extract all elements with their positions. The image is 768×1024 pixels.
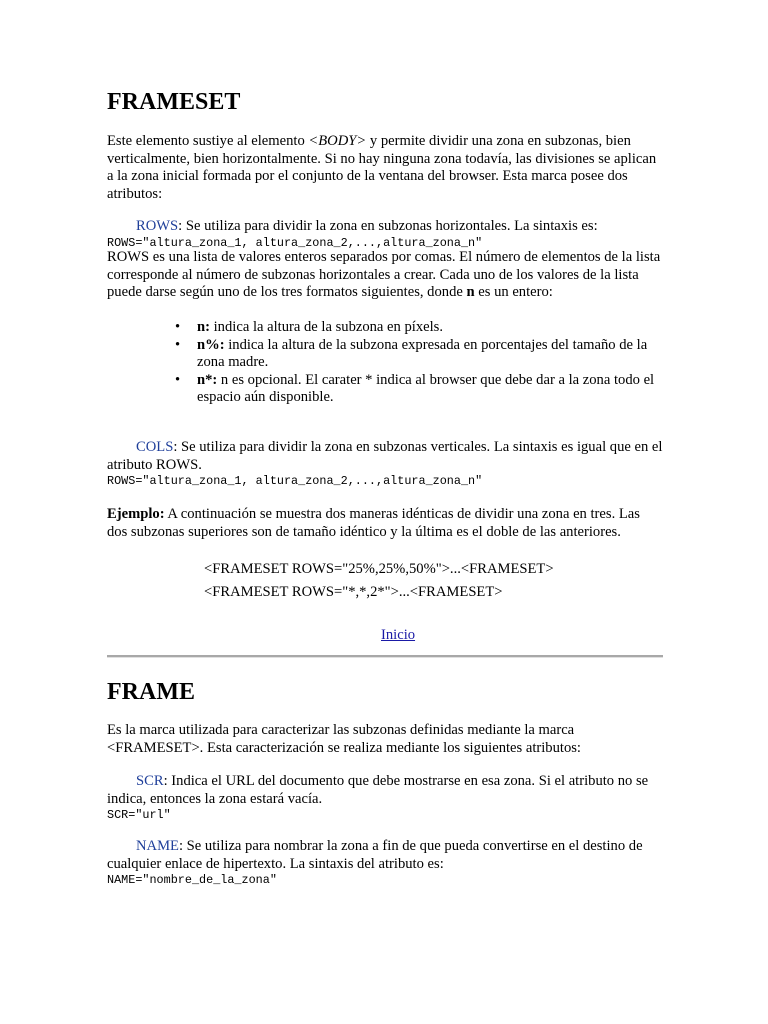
- n-bold: n: [466, 284, 475, 300]
- bullet-icon: •: [175, 336, 181, 353]
- example-line-2: <FRAMESET ROWS="*,*,2*">...<FRAMESET>: [204, 584, 503, 600]
- frameset-intro: [107, 133, 663, 203]
- frameset-heading: FRAMESET: [107, 89, 241, 115]
- scr-syntax-code: SCR="url": [107, 808, 171, 822]
- list-item: [107, 319, 663, 337]
- name-attribute: [107, 838, 663, 873]
- bullet-icon: •: [175, 371, 181, 388]
- name-desc: : Se utiliza para nombrar la zona a fin de que pueda convertirse en el destino de cualquier enlace de hipertexto. La sintaxis del atributo es:: [107, 838, 643, 872]
- cols-syntax-code: ROWS="altura_zona_1, altura_zona_2,...,altura_zona_n": [107, 474, 483, 488]
- cols-attribute: [107, 439, 663, 474]
- list-item-text: indica la altura de la subzona expresada en porcentajes del tamaño de la zona madre.: [197, 336, 648, 370]
- cols-term: COLS: [136, 439, 174, 455]
- rows-attribute: [107, 218, 663, 236]
- frameset-intro-part2: y permite dividir una zona en subzonas, bien verticalmente, bien horizontalmente. Si no hay ninguna zona todavía, las divisiones se aplican a la zona inicial formada por el conjunto de la ventana del browser. Esta marca posee dos atributos:: [107, 133, 657, 202]
- example-paragraph: [107, 506, 663, 541]
- rows-syntax-code: ROWS="altura_zona_1, altura_zona_2,...,altura_zona_n": [107, 236, 483, 250]
- section-divider: [107, 655, 663, 658]
- body-tag: <BODY>: [308, 133, 367, 149]
- cols-desc: : Se utiliza para dividir la zona en subzonas verticales. La sintaxis es igual que en el atributo ROWS.: [107, 439, 663, 473]
- rows-explanation-text: ROWS es una lista de valores enteros separados por comas. El número de elementos de la lista corresponde al número de subzonas horizontales a crear. Cada uno de los valores de la lista puede darse según uno de los tres formatos siguientes, donde: [107, 249, 661, 300]
- name-term: NAME: [136, 838, 179, 854]
- example-text: A continuación se muestra dos maneras idénticas de dividir una zona en tres. Las dos subzonas superiores son de tamaño idéntico y la última es el doble de las anteriores.: [107, 506, 640, 540]
- list-item-text: indica la altura de la subzona en píxels.: [209, 319, 443, 335]
- list-item-label: n%:: [197, 336, 225, 353]
- list-item: [107, 372, 663, 407]
- bullet-icon: •: [175, 319, 181, 335]
- frameset-intro-part1: Este elemento sustiye al elemento: [107, 133, 309, 149]
- rows-explanation-end: es un entero:: [474, 284, 553, 300]
- scr-attribute: [107, 773, 663, 808]
- formats-list: [107, 319, 663, 407]
- scr-desc: : Indica el URL del documento que debe mostrarse en esa zona. Si el atributo no se indica, entonces la zona estará vacía.: [107, 773, 649, 807]
- list-item-label: n:: [197, 319, 210, 335]
- example-label: Ejemplo:: [107, 506, 165, 522]
- inicio-link[interactable]: Inicio: [381, 627, 416, 643]
- list-item-text: n es opcional. El carater * indica al browser que debe dar a la zona todo el espacio aún disponible.: [197, 371, 655, 405]
- list-item-label: n*:: [197, 371, 218, 388]
- example-line-1: <FRAMESET ROWS="25%,25%,50%">...<FRAMESET>: [204, 561, 554, 577]
- frame-intro: Es la marca utilizada para caracterizar las subzonas definidas mediante la marca <FRAMESET>. Esta caracterización se realiza mediante los siguientes atributos:: [107, 722, 581, 756]
- name-syntax-code: NAME="nombre_de_la_zona": [107, 873, 277, 887]
- rows-explanation: [107, 249, 663, 302]
- list-item: [107, 337, 663, 372]
- rows-term: ROWS: [136, 218, 179, 234]
- frame-heading: FRAME: [107, 679, 195, 705]
- rows-desc: : Se utiliza para dividir la zona en subzonas horizontales. La sintaxis es:: [178, 218, 598, 234]
- scr-term: SCR: [136, 773, 164, 789]
